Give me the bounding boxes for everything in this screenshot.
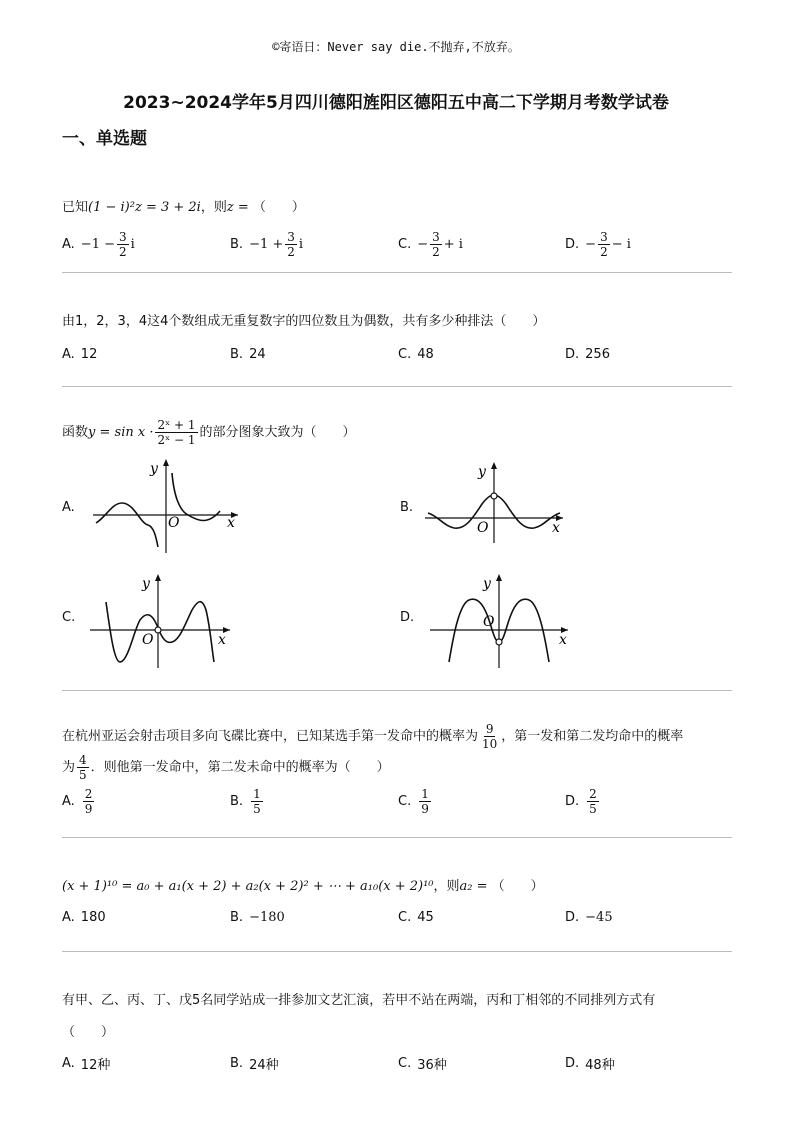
curve-left (96, 503, 158, 547)
q5-option-c[interactable]: C. 45 (398, 909, 434, 925)
q6-option-b[interactable]: B. 24种 (230, 1055, 279, 1073)
curve-right (172, 473, 220, 521)
hollow-point (491, 493, 497, 499)
y-axis-label: y (483, 576, 491, 592)
question-4-stem-line1: 在杭州亚运会射击项目多向飞碟比赛中，已知某选手第一发命中的概率为 $\frac{9}{10}$ ，第一发和第二发均命中的概率 (62, 722, 684, 751)
origin-label: O (142, 632, 154, 648)
y-axis-label: y (142, 576, 150, 592)
fraction: $\frac{9}{10}$ (482, 722, 498, 751)
origin-label: O (477, 520, 489, 536)
q2-option-b[interactable]: B. 24 (230, 346, 266, 362)
q3-option-d-label[interactable]: D. (400, 610, 415, 625)
divider (62, 837, 732, 838)
question-2-stem: 由1，2，3，4这4个数组成无重复数字的四位数且为偶数，共有多少种排法（ ） (62, 314, 546, 329)
y-axis-arrow (163, 459, 169, 466)
hollow-point (155, 627, 161, 633)
fraction: $\frac{3}{2}$ (432, 229, 440, 259)
fraction: $\frac{4}{5}$ (79, 753, 87, 782)
q5-formula: (x + 1)¹⁰ = a₀ + a₁(x + 2) + a₂(x + 2)² + ⋯ + a₁₀(x + 2)¹⁰ (62, 879, 434, 894)
question-6-stem-line2: （ ） (62, 1025, 115, 1040)
q1-option-d[interactable]: D. − $\frac{3}{2}$ − i (565, 229, 631, 259)
q1-option-a[interactable]: A. −1 − $\frac{3}{2}$ i (62, 229, 135, 259)
motto: ©寄语日：Never say die.不抛弃,不放弃。 (272, 40, 520, 54)
q5-option-d[interactable]: D. −45 (565, 909, 613, 925)
q3-graph-b[interactable] (420, 458, 570, 548)
y-axis-label: y (478, 464, 486, 480)
q4-option-d[interactable]: D. $\frac{2}{5}$ (565, 786, 597, 816)
origin-label: O (168, 515, 180, 531)
question-4 (62, 722, 737, 818)
question-2 (62, 311, 737, 369)
page-title: 2023~2024学年5月四川德阳旌阳区德阳五中高二下学期月考数学试卷 (123, 93, 669, 113)
x-axis-label: x (552, 520, 560, 536)
divider (62, 690, 732, 691)
question-5-stem: (x + 1)¹⁰ = a₀ + a₁(x + 2) + a₂(x + 2)² + ⋯ + a₁₀(x + 2)¹⁰，则a₂ = （ ） (62, 879, 544, 894)
x-axis-label: x (227, 515, 235, 531)
question-3-stem: 函数 y = sin x · $\frac{\text{2ˣ + 1}}{\text{2ˣ − 1}}$ 的部分图象大致为（ ） (62, 418, 356, 447)
q6-option-a[interactable]: A. 12种 (62, 1055, 111, 1073)
q5-option-b[interactable]: B. −180 (230, 909, 285, 925)
q4-option-c[interactable]: C. $\frac{1}{9}$ (398, 786, 429, 816)
q2-option-c[interactable]: C. 48 (398, 346, 434, 362)
q4-option-a[interactable]: A. $\frac{2}{9}$ (62, 786, 93, 816)
q3-option-c-label[interactable]: C. (62, 610, 76, 625)
question-1-stem: 已知(1 − i)²z = 3 + 2i，则z = （ ） (62, 200, 305, 215)
origin-label: O (483, 614, 495, 630)
section-heading: 一、单选题 (62, 129, 147, 149)
fraction: $\frac{1}{9}$ (421, 786, 429, 816)
divider (62, 386, 732, 387)
x-axis-label: x (218, 632, 226, 648)
fraction: $\frac{1}{5}$ (253, 786, 261, 816)
q3-option-b-label[interactable]: B. (400, 500, 414, 515)
q4-option-b[interactable]: B. $\frac{1}{5}$ (230, 786, 261, 816)
fraction: $\frac{2}{5}$ (589, 786, 597, 816)
question-1 (62, 197, 737, 259)
question-3 (62, 418, 737, 447)
y-axis-arrow (496, 574, 502, 581)
q1-formula: (1 − i)²z = 3 + 2i (88, 200, 201, 215)
divider (62, 951, 732, 952)
q5-option-a[interactable]: A. 180 (62, 909, 106, 925)
q6-option-d[interactable]: D. 48种 (565, 1055, 615, 1073)
q3-graph-d[interactable] (425, 570, 575, 670)
y-axis-arrow (155, 574, 161, 581)
q3-graph-c[interactable] (88, 570, 238, 670)
fraction: $\frac{3}{2}$ (287, 229, 295, 259)
fraction: $\frac{3}{2}$ (600, 229, 608, 259)
fraction: $\frac{3}{2}$ (119, 229, 127, 259)
question-5 (62, 876, 737, 932)
y-axis-arrow (491, 462, 497, 469)
question-6-stem-line1: 有甲、乙、丙、丁、戊5名同学站成一排参加文艺汇演，若甲不站在两端，丙和丁相邻的不同排列方式有 (62, 993, 656, 1008)
question-4-stem-line2: 为 $\frac{4}{5}$ ．则他第一发命中，第二发未命中的概率为（ ） (62, 753, 390, 782)
q2-option-a[interactable]: A. 12 (62, 346, 98, 362)
y-axis-label: y (150, 461, 158, 477)
q6-option-c[interactable]: C. 36种 (398, 1055, 447, 1073)
x-axis-label: x (559, 632, 567, 648)
divider (62, 272, 732, 273)
q1-option-b[interactable]: B. −1 + $\frac{3}{2}$ i (230, 229, 304, 259)
q1-option-c[interactable]: C. − $\frac{3}{2}$ + i (398, 229, 463, 259)
hollow-point (496, 639, 502, 645)
q2-option-d[interactable]: D. 256 (565, 346, 610, 362)
q3-option-a-label[interactable]: A. (62, 500, 75, 515)
question-6 (62, 990, 737, 1078)
fraction: $\frac{2}{9}$ (84, 786, 93, 816)
fraction: $\frac{\text{2ˣ + 1}}{\text{2ˣ − 1}}$ (157, 418, 196, 447)
q3-graph-a[interactable] (88, 455, 248, 555)
